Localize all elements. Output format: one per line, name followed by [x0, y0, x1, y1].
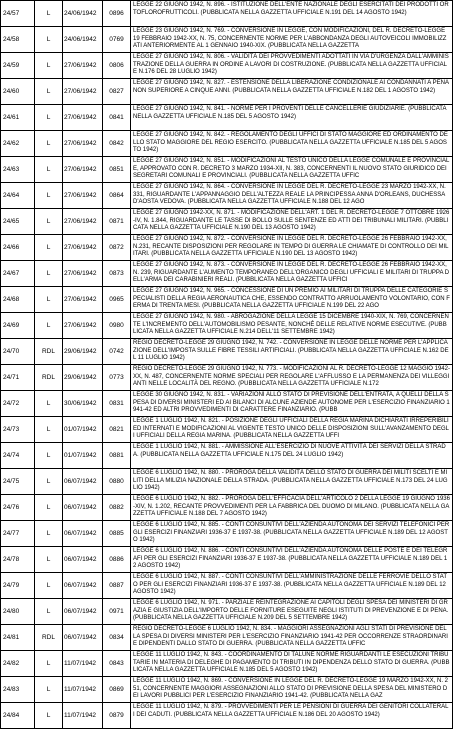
act-date: 11/07/1942: [63, 703, 103, 729]
act-description: LEGGE 6 LUGLIO 1942, N. 885. - CONTI CONSUNTIVI DELL'AZIENDA AUTONOMA DEI SERVIZI TELEFONICI PER GLI ESERCIZI FINANZIARI 1936-37 E 1937-38. (PUBBLICATA NELLA GAZZETTA UFFICIALE N.189 DEL 12 AGOSTO 1942): [133, 522, 450, 544]
act-type: L: [35, 1, 63, 27]
act-description-cell: [131, 1, 453, 27]
act-description-cell: [131, 703, 453, 729]
act-date: 11/07/1942: [63, 651, 103, 677]
row-number: 24/66: [1, 235, 35, 261]
act-number: 0864: [103, 183, 131, 209]
row-number: 24/83: [1, 677, 35, 703]
act-description-cell: [131, 495, 453, 521]
act-type: L: [35, 469, 63, 495]
act-date: 06/07/1942: [63, 547, 103, 573]
table-row: [1, 443, 453, 469]
table-row: [1, 625, 453, 651]
act-description: LEGGE 6 LUGLIO 1942, N. 887. - CONTI CONSUNTIVI DELL'AMMINISTRAZIONE DELLE FERROVIE DELLO STATO PER GLI ESERCIZI FINANZIARI 1936-37 E 1937-38. (PUBBLICATA NELLA GAZZETTA UFFICIALE N.189 DEL 12 AGOSTO 1942): [133, 574, 448, 596]
act-description: LEGGE 27 GIUGNO 1942, N. 827. - ESTENSIONE DELLA LIBERAZIONE CONDIZIONALE AI CONDANNATI A PENA NON SUPERIORE A CINQUE ANNI. (PUBBLICATA NELLA GAZZETTA UFFICIALE N.182 DEL 1 AGOSTO 1942): [133, 80, 449, 94]
act-number: 0881: [103, 443, 131, 469]
table-row: [1, 287, 453, 313]
table-row: [1, 469, 453, 495]
act-date: 27/06/1942: [63, 79, 103, 105]
act-description-cell: [131, 521, 453, 547]
act-type: RDL: [35, 339, 63, 365]
act-type: L: [35, 261, 63, 287]
act-type: L: [35, 53, 63, 79]
row-number: 24/57: [1, 1, 35, 27]
act-type: L: [35, 131, 63, 157]
act-date: 11/07/1942: [63, 677, 103, 703]
table-row: [1, 677, 453, 703]
table-row: [1, 391, 453, 417]
table-row: [1, 235, 453, 261]
act-number: 0873: [103, 261, 131, 287]
act-type: L: [35, 703, 63, 729]
act-description: LEGGE 27 GIUGNO 1942, N. 965. - CONCESSIONE DI UN PREMIO AI MILITARI DI TRUPPA DELLE CATEGORIE SPECIALISTI DELLA REGIA AERONAUTICA CHE, ESSENDO CONTRATTO ARRUOLAMENTO VOLONTARIO, CON FERMA DI TRENTA MESI. (PUBBLICATA NELLA GAZZETTA UFFICIALE N.199 DEL 22 AGO: [133, 288, 450, 310]
act-description-cell: [131, 235, 453, 261]
act-type: L: [35, 521, 63, 547]
row-number: 24/69: [1, 313, 35, 339]
act-type: L: [35, 495, 63, 521]
table-row: [1, 703, 453, 729]
table-row: [1, 131, 453, 157]
act-date: 27/06/1942: [63, 287, 103, 313]
act-description-cell: [131, 105, 453, 131]
act-type: L: [35, 157, 63, 183]
act-date: 24/06/1942: [63, 1, 103, 27]
table-row: [1, 1, 453, 27]
act-description: LEGGE 6 LUGLIO 1942, N. 971. - PARZIALE REINTEGRAZIONE AI CAPITOLI DEGLI SPESA DEI MINISTERI DI GRAZIA E GIUSTIZIA DELL'IMPORTO DELLE FORNITURE ESEGUITE NEGLI ISTITUTI DI PREVENZIONE E DI PENA. (PUBBLICATA NELLA GAZZETTA UFFICIALE N.209 DEL 5 SETTEMBRE 1942): [133, 600, 449, 622]
row-number: 24/63: [1, 157, 35, 183]
act-date: 06/07/1942: [63, 625, 103, 651]
act-date: 06/07/1942: [63, 573, 103, 599]
act-date: 01/07/1942: [63, 443, 103, 469]
act-description-cell: [131, 287, 453, 313]
row-number: 24/77: [1, 521, 35, 547]
table-row: [1, 79, 453, 105]
row-number: 24/70: [1, 339, 35, 365]
row-number: 24/81: [1, 625, 35, 651]
table-row: [1, 573, 453, 599]
act-description-cell: [131, 209, 453, 235]
act-date: 06/07/1942: [63, 495, 103, 521]
table-body: [1, 1, 453, 729]
act-date: 27/06/1942: [63, 261, 103, 287]
act-date: 29/06/1942: [63, 365, 103, 391]
act-description: LEGGE 6 LUGLIO 1942, N. 880. - PROROGA DELLA VALIDITÀ DELLO STATO DI GUERRA DEI MILITI SCELTI E MILITI DELLA MILIZIA NAZIONALE DELLA STRADA. (PUBBLICATA NELLA GAZZETTA UFFICIALE N.173 DEL 24 LUGLIO 1942): [133, 470, 448, 492]
act-type: L: [35, 547, 63, 573]
row-number: 24/59: [1, 53, 35, 79]
act-number: 0769: [103, 27, 131, 53]
act-type: L: [35, 677, 63, 703]
act-number: 0879: [103, 703, 131, 729]
act-date: 27/06/1942: [63, 183, 103, 209]
act-type: L: [35, 209, 63, 235]
row-number: 24/74: [1, 443, 35, 469]
act-description-cell: [131, 79, 453, 105]
act-number: 0821: [103, 417, 131, 443]
act-type: L: [35, 573, 63, 599]
act-number: 0742: [103, 339, 131, 365]
act-description-cell: [131, 131, 453, 157]
act-description: REGIO DECRETO-LEGGE 29 GIUGNO 1942, N. 742. - CONVERSIONE IN LEGGE DELLE NORME PER L'APPLICAZIONE DELL'IMPOSTA SULLE FIBRE TESSILI ARTIFICIALI. (PUBBLICATA NELLA GAZZETTA UFFICIALE N.162 DEL 11 LUGLIO 1942): [133, 340, 449, 362]
act-date: 27/06/1942: [63, 235, 103, 261]
act-type: L: [35, 235, 63, 261]
act-date: 27/06/1942: [63, 313, 103, 339]
act-number: 0965: [103, 287, 131, 313]
act-description: LEGGE 27 GIUGNO 1942, N. 842. - REGOLAMENTO DEGLI UFFICI DI STATO MAGGIORE ED ORDINAMENTO DELLO STATO MAGGIORE DEL REGIO ESERCITO. (PUBBLICATA NELLA GAZZETTA UFFICIALE N.185 DEL 5 AGOSTO 1942): [133, 132, 448, 154]
row-number: 24/78: [1, 547, 35, 573]
table-row: [1, 53, 453, 79]
act-type: L: [35, 443, 63, 469]
act-description-cell: [131, 599, 453, 625]
act-description: LEGGE 6 LUGLIO 1942, N. 886. - CONTI CONSUNTIVI DELL'AZIENDA AUTONOMA DELLE POSTE E DEI TELEGRAFI PER GLI ESERCIZI FINANZIARI 1936-37 E 1937-38. (PUBBLICATA NELLA GAZZETTA UFFICIALE N.189 DEL 12 AGOSTO 1942): [133, 548, 448, 570]
act-number: 0827: [103, 79, 131, 105]
act-number: 0842: [103, 131, 131, 157]
act-date: 27/06/1942: [63, 209, 103, 235]
act-type: L: [35, 105, 63, 131]
act-number: 0887: [103, 573, 131, 599]
act-date: 27/06/1942: [63, 157, 103, 183]
act-number: 0980: [103, 313, 131, 339]
act-number: 0871: [103, 209, 131, 235]
act-description: REGIO DECRETO-LEGGE 6 LUGLIO 1942, N. 834. - MAGGIORI ASSEGNAZIONI AGLI STATI DI PREVISIONE DELLA SPESA DI DIVERSI MINISTERI PER L'ESERCIZIO FINANZIARIO 1941-42 PER OCCORRENZE STRAORDINARIE DIPENDENTI DALLO STATO DI GUERRA. (PUBBLICATA NELLA GAZZETTA UFFIC: [133, 626, 448, 648]
act-date: 06/07/1942: [63, 469, 103, 495]
table-row: [1, 105, 453, 131]
act-description: LEGGE 27 GIUGNO 1942, N. 841. - NORME PER I PROVENTI DELLE CANCELLERIE GIUDIZIARIE. (PUBBLICATA NELLA GAZZETTA UFFICIALE N.185 DEL 5 AGOSTO 1942): [133, 106, 447, 120]
act-type: RDL: [35, 625, 63, 651]
act-date: 30/06/1942: [63, 391, 103, 417]
act-description-cell: [131, 469, 453, 495]
act-number: 0831: [103, 391, 131, 417]
act-description-cell: [131, 417, 453, 443]
act-description-cell: [131, 547, 453, 573]
act-description: LEGGE 27 GIUGNO 1942-XX, N. 871. - MODIFICAZIONE DELL'ART. 1 DEL R. DECRETO-LEGGE 7 OTTOBRE 1926-IV, N. 1.844, RIGUARDANTE LE TASSE DI BOLLO SULLE SENTENZE ED ATTI DEI TRIBUNALI MILITARI. (PUBBLICATA NELLA GAZZETTA UFFICIALE N.190 DEL 13 AGOSTO 1942): [133, 210, 450, 232]
row-number: 24/71: [1, 365, 35, 391]
act-number: 0971: [103, 599, 131, 625]
act-date: 06/07/1942: [63, 521, 103, 547]
row-number: 24/60: [1, 79, 35, 105]
table-row: [1, 599, 453, 625]
row-number: 24/75: [1, 469, 35, 495]
row-number: 24/62: [1, 131, 35, 157]
act-description-cell: [131, 443, 453, 469]
act-type: L: [35, 651, 63, 677]
row-number: 24/80: [1, 599, 35, 625]
row-number: 24/67: [1, 261, 35, 287]
act-description-cell: [131, 157, 453, 183]
act-description-cell: [131, 677, 453, 703]
act-type: L: [35, 313, 63, 339]
act-date: 27/06/1942: [63, 105, 103, 131]
act-description: LEGGE 27 GIUGNO 1942, N. 864. - CONVERSIONE IN LEGGE DEL R. DECRETO-LEGGE 23 MARZO 1942-XX, N. 331, RIGUARDANTE L'APPANNAGGIO DELL'ALTEZZA REALE LA PRINCIPESSA ANNA D'ORLEANS, DUCHESSA D'AOSTA VEDOVA. (PUBBLICATA NELLA GAZZETTA UFFICIALE N.188 DEL 12 AGO: [133, 184, 446, 206]
act-description: LEGGE 27 GIUGNO 1942, N. 980. - ABROGAZIONE DELLA LEGGE 15 DICEMBRE 1940-XIX, N. 769, CONCERNENTE L'INCREMENTO DELL'AUTOMOBILISMO PESANTE, NONCHÉ DELLE RELATIVE NORME ESECUTIVE. (PUBBLICATA NELLA GAZZETTA UFFICIALE N.214 DELL'11 SETTEMBRE 1942): [133, 314, 449, 336]
act-description-cell: [131, 27, 453, 53]
act-description: LEGGE 11 LUGLIO 1942, N. 879. - PROVVEDIMENTI PER LE PENSIONI DI GUERRA DEI GENITORI COLLATERALI DEI CADUTI. (PUBBLICATA NELLA GAZZETTA UFFICIALE N.186 DEL 20 AGOSTO 1942): [133, 704, 449, 718]
row-number: 24/82: [1, 651, 35, 677]
table-row: [1, 495, 453, 521]
act-date: 06/07/1942: [63, 599, 103, 625]
act-number: 0773: [103, 365, 131, 391]
row-number: 24/73: [1, 417, 35, 443]
act-date: 29/06/1942: [63, 339, 103, 365]
act-description: LEGGE 1 LUGLIO 1942, N. 821. - POSIZIONE DEGLI UFFICIALI DELLA REGIA MARINA DICHIARATI IRREPERIBILI ED INTERNATI E MODIFICAZIONI AL VIGENTE TESTO UNICO DELLE DISPOSIZIONI SULL'AVANZAMENTO DEGLI UFFICIALI DELLA REGIA MARINA. (PUBBLICATA NELLA GAZZETTA UFFI: [133, 418, 449, 440]
act-type: L: [35, 417, 63, 443]
act-description-cell: [131, 313, 453, 339]
act-description: LEGGE 27 GIUGNO 1942, N. 872. - CONVERSIONE IN LEGGE DEL R. DECRETO-LEGGE 26 FEBBRAIO 1942-XX, N.231, RECANTE DISPOSIZIONI PER REGOLARE IN TEMPO DI GUERRA LE CHIAMATE DI CONTROLLO DEI MILITARI. (PUBBLICATA NELLA GAZZETTA UFFICIALE N.190 DEL 13 AGOSTO 1942): [133, 236, 449, 258]
act-type: L: [35, 391, 63, 417]
act-number: 0834: [103, 625, 131, 651]
act-description: LEGGE 27 GIUGNO 1942, N. 873. - CONVERSIONE IN LEGGE DEL R. DECRETO-LEGGE 26 FEBBRAIO 1942-XX, N. 239, RIGUARDANTE L'AUMENTO TEMPORANEO DELL'ORGANICO DEGLI UFFICIALI E MILITARI DI TRUPPA DELL'ARMA DEI CARABINIERI REALI. (PUBBLICATA NELLA GAZZETTA UFFICI: [133, 262, 450, 284]
act-description-cell: [131, 53, 453, 79]
row-number: 24/64: [1, 183, 35, 209]
act-description-cell: [131, 625, 453, 651]
act-number: 0886: [103, 547, 131, 573]
act-type: L: [35, 183, 63, 209]
act-description: LEGGE 22 GIUGNO 1942, N. 896. - ISTITUZIONE DELL'ENTE NAZIONALE DEGLI ESERCITATI DEI PRODOTTI ORTOFLOROFRUTTICOLI. (PUBBLICATA NELLA GAZZETTA UFFICIALE N.191 DEL 14 AGOSTO 1942): [133, 2, 449, 16]
act-number: 0896: [103, 1, 131, 27]
act-description-cell: [131, 183, 453, 209]
act-type: L: [35, 287, 63, 313]
act-type: L: [35, 27, 63, 53]
act-description-cell: [131, 651, 453, 677]
table-row: [1, 365, 453, 391]
act-date: 01/07/1942: [63, 417, 103, 443]
act-type: L: [35, 599, 63, 625]
act-description: LEGGE 27 GIUGNO 1942, N. 806. - VALIDITÀ DEI PROVVEDIMENTI ADOTTATI IN VIA D'URGENZA DALL'AMMINISTRAZIONE DELLA GUERRA IN ORDINE A LAVORI DI COSTRUZIONE. (PUBBLICATA NELLA GAZZETTA UFFICIALE N.176 DEL 28 LUGLIO 1942): [133, 54, 449, 76]
act-number: 0843: [103, 651, 131, 677]
table-row: [1, 417, 453, 443]
act-number: 0806: [103, 53, 131, 79]
act-date: 27/06/1942: [63, 53, 103, 79]
table-row: [1, 339, 453, 365]
act-description: LEGGE 11 LUGLIO 1942, N. 843. - COORDINAMENTO DI TALUNE NORME RIGUARDANTI LE ESECUZIONI TRIBUTARIE IN MATERIA DI DELEGHE DI PAGAMENTO DI TRIBUTI IN DIPENDENZA DELLO STATO DI GUERRA. (PUBBLICATA NELLA GAZZETTA UFFICIALE N.185 DEL 5 AGOSTO 1942): [133, 652, 450, 674]
act-number: 0885: [103, 521, 131, 547]
table-row: [1, 183, 453, 209]
act-description: LEGGE 30 GIUGNO 1942, N. 831. - VARIAZIONI ALLO STATO DI PREVISIONE DELL'ENTRATA, A QUELLI DELLA SPESA DI DIVERSI MINISTERI ED AI BILANCI DI ALCUNE AZIENDE AUTONOME PER L'ESERCIZIO FINANZIARIO 1941-42 ED ALTRI PROVVEDIMENTI DI CARATTERE FINANZIARIO. (PUBB: [133, 392, 450, 414]
act-date: 24/06/1942: [63, 27, 103, 53]
act-description: LEGGE 11 LUGLIO 1942, N. 869. - CONVERSIONE IN LEGGE DEL R. DECRETO-LEGGE 19 MARZO 1942-XX, N. 251, CONCERNENTE MAGGIORI ASSEGNAZIONI ALLO STATO DI PREVISIONE DELLA SPESA DEL MINISTERO DEI LAVORI PUBBLICI PER L'ESERCIZIO FINANZIARIO 1941-42. (PUBBLICATA NELLA GAZ: [133, 678, 448, 700]
table-row: [1, 261, 453, 287]
row-number: 24/72: [1, 391, 35, 417]
row-number: 24/68: [1, 287, 35, 313]
table-row: [1, 547, 453, 573]
act-number: 0841: [103, 105, 131, 131]
table-row: [1, 157, 453, 183]
act-description: LEGGE 23 GIUGNO 1942, N. 769. - CONVERSIONE IN LEGGE, CON MODIFICAZIONI, DEL R. DECRETO-LEGGE 19 FEBBRAIO 1942-XX, N. 75, CONCERNENTE NORME PER L'ABBONDANZA DEGLI AUTOVEICOLI IMMOBILIZZATI ANTERIORMENTE AL 1 GENNAIO 1940-XIX. (PUBBLICATA NELLA GAZZETTA: [133, 28, 447, 50]
row-number: 24/76: [1, 495, 35, 521]
act-date: 27/06/1942: [63, 131, 103, 157]
act-description: LEGGE 27 GIUGNO 1942, N. 851. - MODIFICAZIONI AL TESTO UNICO DELLA LEGGE COMUNALE E PROVINCIALE, APPROVATO CON R. DECRETO 3 MARZO 1934-XII, N. 383, CONCERNENTI IL NUOVO STATO GIURIDICO DEI SEGRETARI COMUNALI E PROVINCIALI. (PUBBLICATA NELLA GAZZETTA UFFIC: [133, 158, 450, 180]
row-number: 24/79: [1, 573, 35, 599]
act-number: 0880: [103, 469, 131, 495]
act-number: 0869: [103, 677, 131, 703]
row-number: 24/61: [1, 105, 35, 131]
table-row: [1, 313, 453, 339]
act-type: L: [35, 79, 63, 105]
table-row: [1, 27, 453, 53]
table-row: [1, 651, 453, 677]
act-description-cell: [131, 365, 453, 391]
act-description-cell: [131, 261, 453, 287]
act-number: 0851: [103, 157, 131, 183]
row-number: 24/84: [1, 703, 35, 729]
act-type: RDL: [35, 365, 63, 391]
act-description-cell: [131, 339, 453, 365]
act-description: LEGGE 1 LUGLIO 1942, N. 881. - AMMISSIONE ALL'ESERCIZIO DI NUOVE ATTIVITÀ DEI SERVIZI DELLA STRADA. (PUBBLICATA NELLA GAZZETTA UFFICIALE N.175 DEL 24 LUGLIO 1942): [133, 444, 446, 458]
row-number: 24/65: [1, 209, 35, 235]
act-number: 0882: [103, 495, 131, 521]
act-number: 0872: [103, 235, 131, 261]
act-description-cell: [131, 573, 453, 599]
act-description: REGIO DECRETO-LEGGE 29 GIUGNO 1942, N. 773. - MODIFICAZIONI AL R. DECRETO-LEGGE 12 MAGGIO 1942-XX, N. 487, CONCERNENTE NORME SPECIALI PER REGOLARE L'AFFLUSSO E LA PERMANENZA DEI VILLEGGIANTI NELLE LOCALITÀ DEL REGNO. (PUBBLICATA NELLA GAZZETTA UFFICIALE N.172: [133, 366, 450, 388]
act-description-cell: [131, 391, 453, 417]
act-description: LEGGE 6 LUGLIO 1942, N. 882. - PROROGA DELL'EFFICACIA DELL'ARTICOLO 2 DELLA LEGGE 19 GIUGNO 1936-XIV, N. 1.202, RECANTE PROVVEDIMENTI PER LA FABBRICA DEL DUOMO DI MILANO. (PUBBLICATA NELLA GAZZETTA UFFICIALE N.188 DEL 7 AGOSTO 1942): [133, 496, 450, 518]
row-number: 24/58: [1, 27, 35, 53]
table-row: [1, 209, 453, 235]
table-row: [1, 521, 453, 547]
